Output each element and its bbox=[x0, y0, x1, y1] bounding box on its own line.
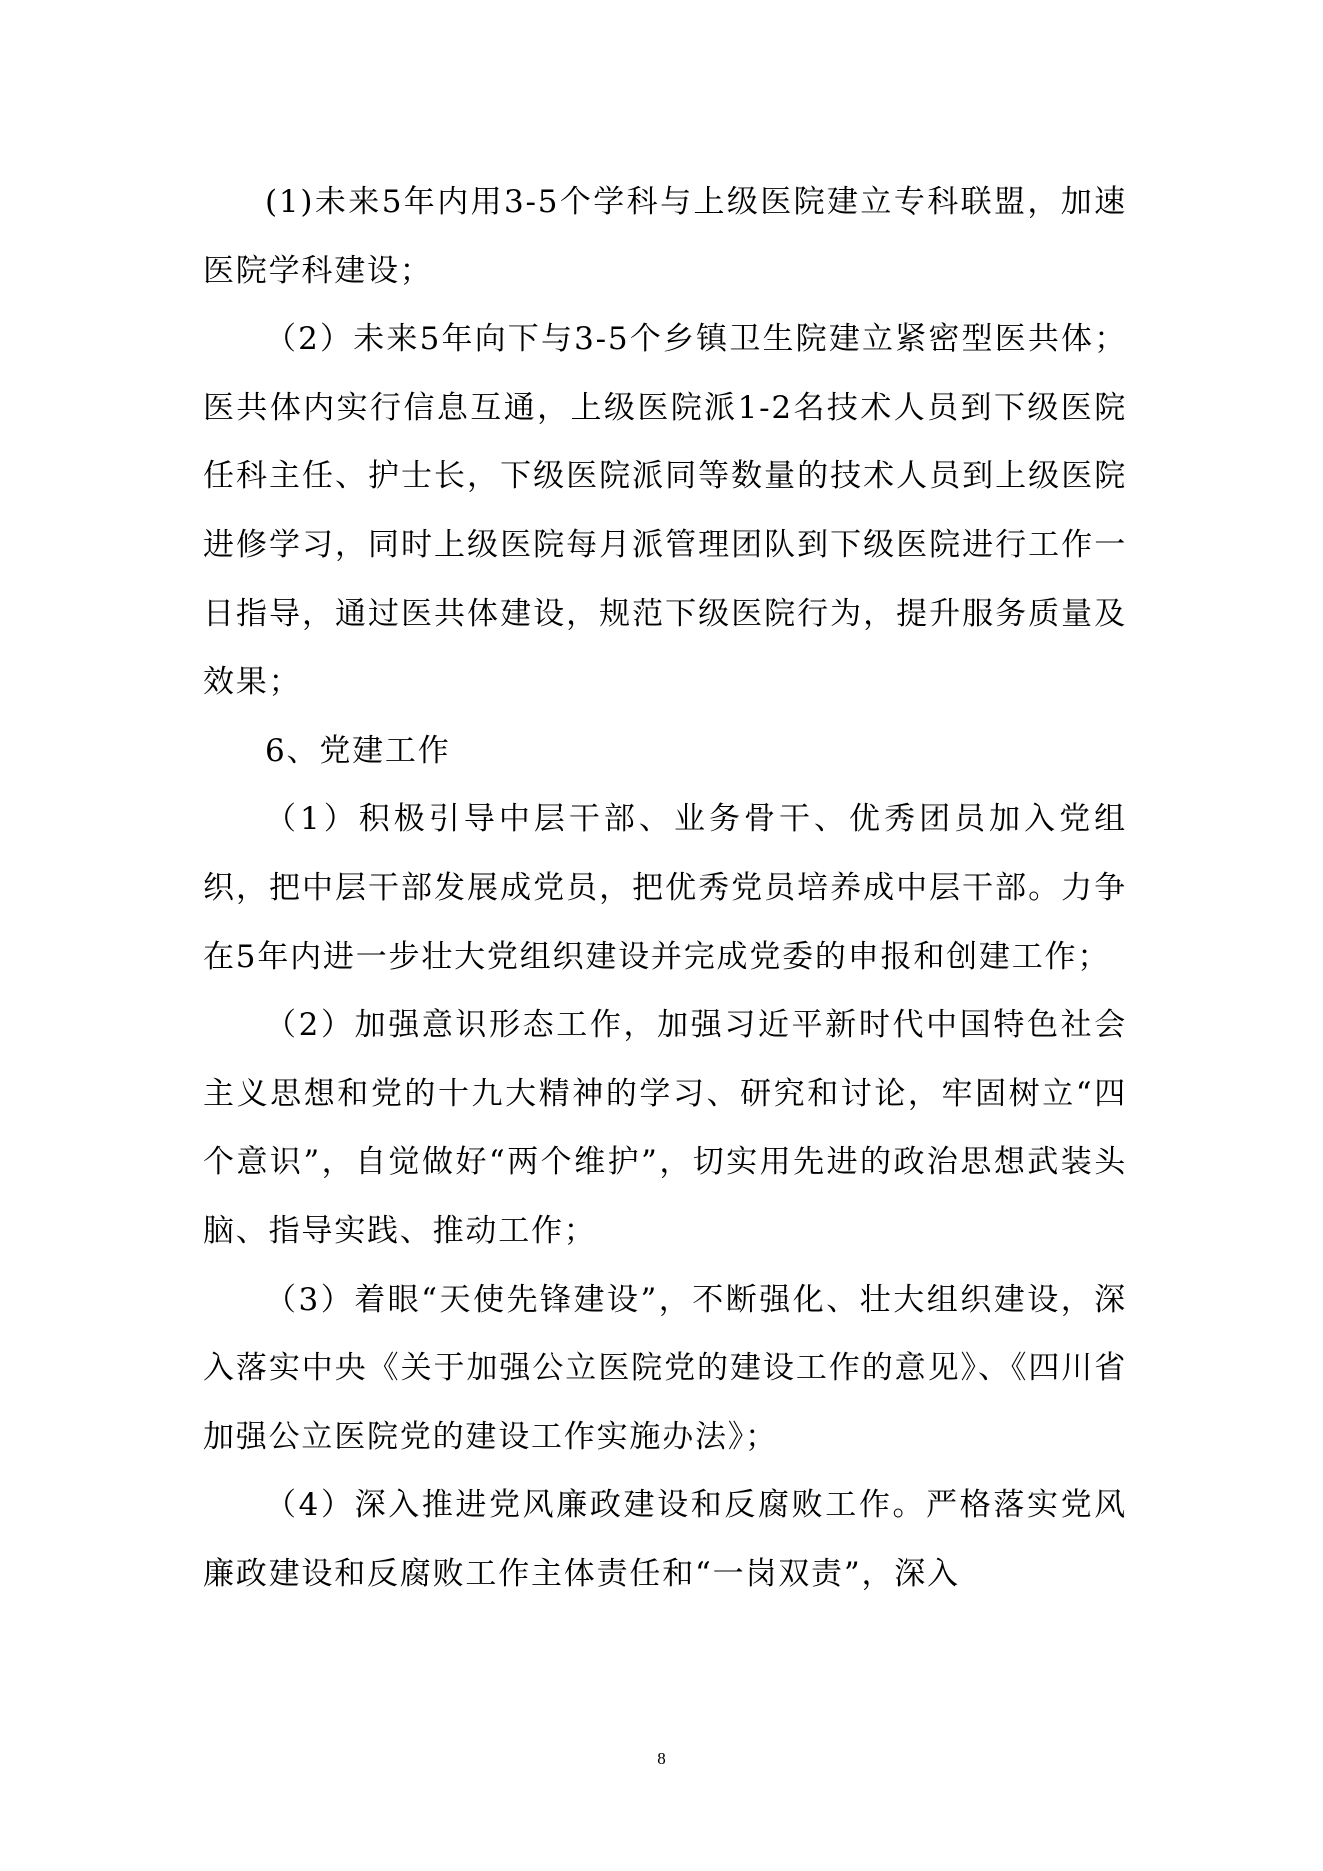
paragraph-specialty-alliance: (1)未来5年内用3-5个学科与上级医院建立专科联盟，加速医院学科建设； bbox=[203, 184, 1127, 289]
page-number: 8 bbox=[657, 1749, 666, 1768]
paragraph-anti-corruption: （4）深入推进党风廉政建设和反腐败工作。严格落实党风廉政建设和反腐败工作主体责任和“一岗双责”，深入 bbox=[203, 1487, 1127, 1592]
paragraph-ideology-work: （2）加强意识形态工作，加强习近平新时代中国特色社会主义思想和党的十九大精神的学习、研究和讨论，牢固树立“四个意识”，自觉做好“两个维护”，切实用先进的政治思想武装头脑、指导实践、推动工作； bbox=[203, 1007, 1127, 1249]
document-body bbox=[203, 168, 1127, 1608]
paragraph-angel-vanguard: （3）着眼“天使先锋建设”，不断强化、壮大组织建设，深入落实中央《关于加强公立医院党的建设工作的意见》、《四川省加强公立医院党的建设工作实施办法》； bbox=[203, 1281, 1127, 1455]
paragraph-medical-community: （2）未来5年向下与3-5个乡镇卫生院建立紧密型医共体；医共体内实行信息互通，上级医院派1-2名技术人员到下级医院任科主任、护士长，下级医院派同等数量的技术人员到上级医院进修学习，同时上级医院每月派管理团队到下级医院进行工作一日指导，通过医共体建设，规范下级医院行为，提升服务质量及效果； bbox=[203, 321, 1127, 701]
section-heading-party-building: 6、党建工作 bbox=[265, 732, 451, 769]
paragraph-party-organization: （1）积极引导中层干部、业务骨干、优秀团员加入党组织，把中层干部发展成党员，把优秀党员培养成中层干部。力争在5年内进一步壮大党组织建设并完成党委的申报和创建工作； bbox=[203, 801, 1127, 975]
